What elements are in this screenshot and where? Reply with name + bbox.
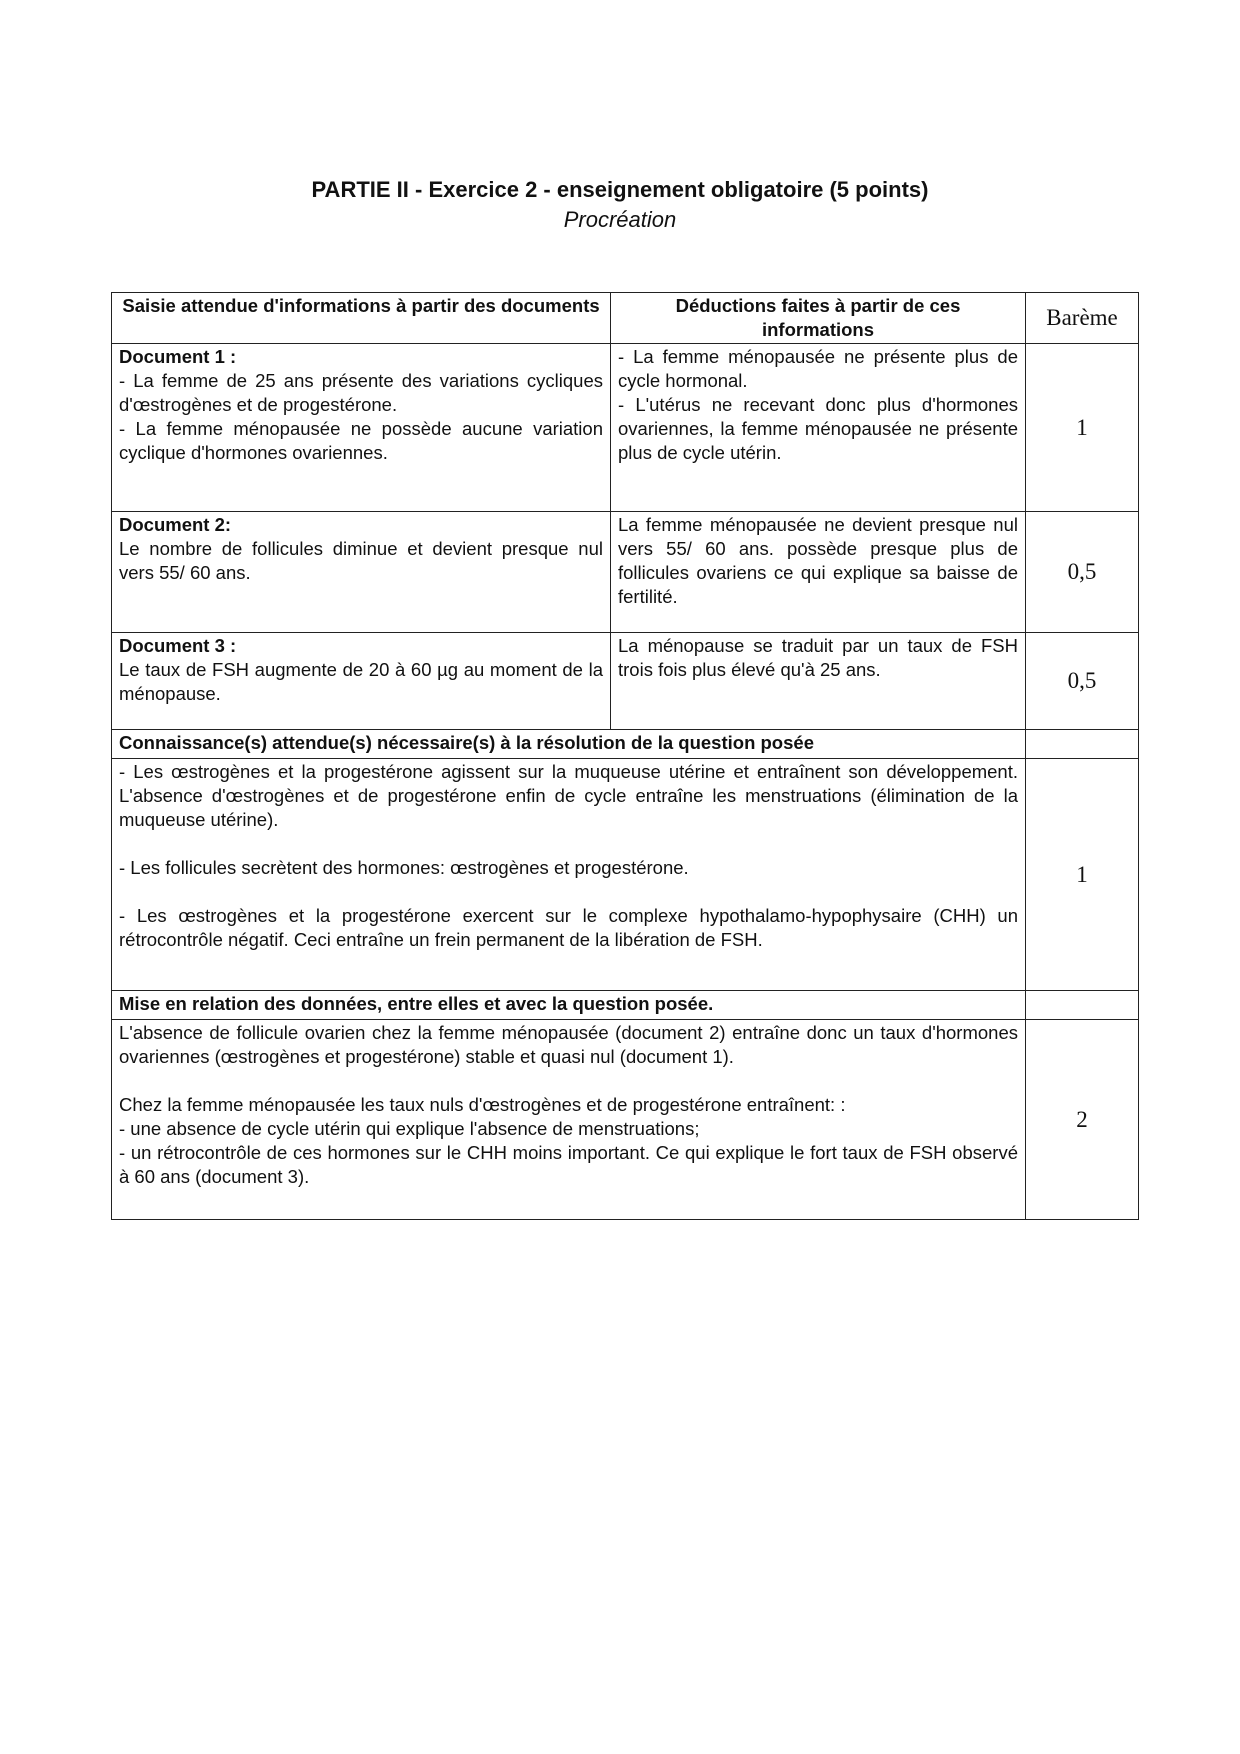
score-cell: 0,5: [1026, 633, 1139, 730]
doc-title: Document 2:: [119, 514, 232, 535]
relation-paragraph: L'absence de follicule ovarien chez la femme ménopausée (document 2) entraîne donc un taux d'hormones ovariennes (œstrogènes et progestérone) stable et quasi nul (document 1).: [119, 1022, 1018, 1067]
table-header-row: [112, 293, 1139, 344]
score-cell: 1: [1026, 759, 1139, 991]
page-subtitle: Procréation: [563, 207, 677, 232]
info-cell: [112, 344, 611, 512]
table-row-document-2: [112, 512, 1139, 633]
score-cell: 2: [1026, 1020, 1139, 1220]
relation-row: [112, 1020, 1139, 1220]
deduction-cell: [611, 344, 1026, 512]
deduction-cell: [611, 512, 1026, 633]
score-cell: 1: [1026, 344, 1139, 512]
grading-table: [111, 292, 1139, 1220]
info-line: - La femme ménopausée ne possède aucune variation cyclique d'hormones ovariennes.: [119, 418, 603, 463]
deduction-cell: [611, 633, 1026, 730]
relation-heading: Mise en relation des données, entre elles et avec la question posée.: [112, 991, 1026, 1020]
relation-heading-row: [112, 991, 1139, 1020]
doc-title: Document 3 :: [119, 635, 237, 656]
deduction-line: - L'utérus ne recevant donc plus d'hormones ovariennes, la femme ménopausée ne présente plus de cycle utérin.: [618, 394, 1018, 463]
knowledge-heading: Connaissance(s) attendue(s) nécessaire(s) à la résolution de la question posée: [112, 730, 1026, 759]
table-row-document-3: [112, 633, 1139, 730]
deduction-line: - La femme ménopausée ne présente plus de cycle hormonal.: [618, 346, 1018, 391]
relation-line: Chez la femme ménopausée les taux nuls d'œstrogènes et de progestérone entraînent: :: [119, 1094, 846, 1115]
relation-cell: [112, 1020, 1026, 1220]
knowledge-cell: [112, 759, 1026, 991]
info-cell: [112, 633, 611, 730]
info-line: Le taux de FSH augmente de 20 à 60 µg au moment de la ménopause.: [119, 659, 603, 704]
knowledge-row: [112, 759, 1139, 991]
info-line: Le nombre de follicules diminue et devient presque nul vers 55/ 60 ans.: [119, 538, 603, 583]
doc-title: Document 1 :: [119, 346, 237, 367]
relation-line: - une absence de cycle utérin qui explique l'absence de menstruations;: [119, 1118, 700, 1139]
col2-header: Déductions faites à partir de ces informations: [611, 293, 1026, 344]
empty-score-cell: [1026, 730, 1139, 759]
deduction-line: La femme ménopausée ne devient presque nul vers 55/ 60 ans. possède presque plus de follicules ovariens ce qui explique sa baisse de fertilité.: [618, 514, 1018, 607]
score-cell: 0,5: [1026, 512, 1139, 633]
col1-header: Saisie attendue d'informations à partir des documents: [112, 293, 611, 344]
page-title: PARTIE II - Exercice 2 - enseignement obligatoire (5 points): [311, 177, 929, 202]
deduction-line: La ménopause se traduit par un taux de FSH trois fois plus élevé qu'à 25 ans.: [618, 635, 1018, 680]
knowledge-heading-row: [112, 730, 1139, 759]
col3-header: Barème: [1026, 293, 1139, 344]
relation-line: - un rétrocontrôle de ces hormones sur le CHH moins important. Ce qui explique le fort taux de FSH observé à 60 ans (document 3).: [119, 1142, 1018, 1187]
knowledge-paragraph: - Les œstrogènes et la progestérone agissent sur la muqueuse utérine et entraînent son développement. L'absence d'œstrogènes et de progestérone enfin de cycle entraîne les menstruations (élimination de la muqueuse utérine).: [119, 761, 1018, 830]
info-cell: [112, 512, 611, 633]
knowledge-paragraph: - Les œstrogènes et la progestérone exercent sur le complexe hypothalamo-hypophysaire (CHH) un rétrocontrôle négatif. Ceci entraîne un frein permanent de la libération de FSH.: [119, 905, 1018, 950]
knowledge-paragraph: - Les follicules secrètent des hormones: œstrogènes et progestérone.: [119, 857, 689, 878]
table-row-document-1: [112, 344, 1139, 512]
empty-score-cell: [1026, 991, 1139, 1020]
info-line: - La femme de 25 ans présente des variations cycliques d'œstrogènes et de progestérone.: [119, 370, 603, 415]
